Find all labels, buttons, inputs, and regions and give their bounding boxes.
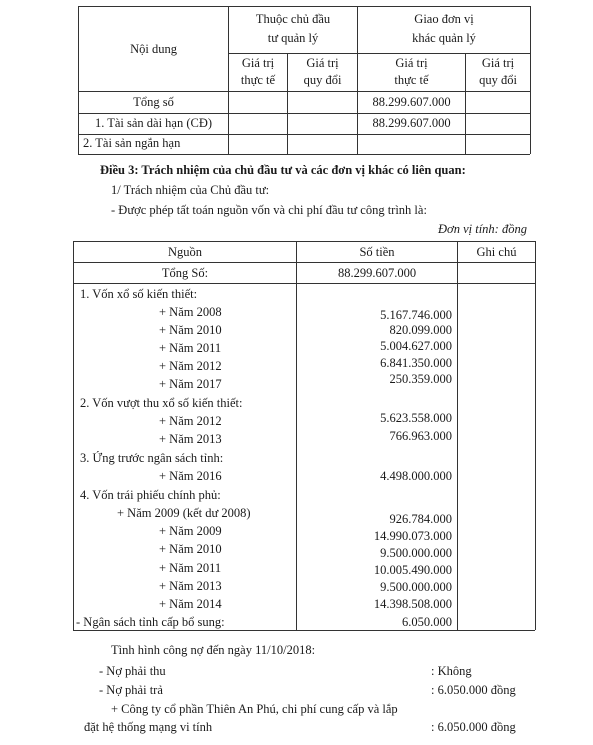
group-item-label: + Năm 2013: [159, 579, 222, 593]
subheader-real-value-2: thực tế: [240, 73, 276, 87]
group-item-label: + Năm 2009: [159, 524, 222, 538]
header-note: Ghi chú: [476, 245, 517, 259]
header-source: Nguồn: [167, 245, 203, 259]
group-item-label: + Năm 2017: [159, 377, 222, 391]
group-item-label: + Năm 2016: [159, 469, 222, 483]
subheader-real-value: Giá trị: [241, 56, 275, 70]
total-value: 88.299.607.000: [337, 266, 417, 280]
supplement-value: 6.050.000: [402, 615, 452, 629]
row-shortterm-label: 2. Tài sản ngắn hạn: [83, 136, 181, 150]
header-owner-line2: tư quản lý: [267, 31, 319, 45]
group-item-label: + Năm 2012: [159, 359, 222, 373]
row-longterm-label: 1. Tài sản dài hạn (CĐ): [94, 116, 213, 130]
group-item-value: 4.498.000.000: [380, 469, 452, 483]
group-item-label: + Năm 2013: [159, 432, 222, 446]
group-item-label: + Năm 2012: [159, 414, 222, 428]
header-content: Nội dung: [130, 42, 177, 56]
group-title: 4. Vốn trái phiếu chính phủ:: [80, 488, 221, 502]
header-amount: Số tiền: [359, 245, 395, 259]
group-item-value: 6.841.350.000: [380, 356, 452, 370]
row-longterm-value: 88.299.607.000: [372, 116, 451, 130]
receivable-value: : Không: [431, 664, 472, 678]
receivable-label: - Nợ phải thu: [99, 664, 166, 678]
group-item-value: 766.963.000: [389, 429, 452, 443]
header-owner-line1: Thuộc chủ đầu: [255, 12, 331, 26]
group-title: 3. Ứng trước ngân sách tỉnh:: [80, 451, 224, 465]
group-title: 1. Vốn xổ số kiến thiết:: [80, 287, 198, 301]
company-line1: + Công ty cổ phần Thiên An Phú, chi phí cung cấp và lắp: [111, 702, 398, 716]
group-item-value: 10.005.490.000: [373, 563, 452, 577]
group-item-label: + Năm 2009 (kết dư 2008): [117, 506, 251, 520]
group-item-value: 14.990.073.000: [373, 529, 452, 543]
subheader-real-value-other-2: thực tế: [394, 73, 429, 87]
subheader-real-value-other: Giá trị: [395, 56, 428, 70]
group-item-value: 14.398.508.000: [373, 597, 452, 611]
group-item-value: 9.500.000.000: [380, 580, 452, 594]
subheader-converted-value-other-2: quy đổi: [479, 73, 517, 87]
group-item-label: + Năm 2014: [159, 597, 222, 611]
subheader-converted-value-other: Giá trị: [481, 56, 515, 70]
group-item-value: 5.167.746.000: [380, 308, 452, 322]
group-item-label: + Năm 2010: [159, 542, 222, 556]
article3-heading: Điều 3: Trách nhiệm của chủ đầu tư và các đơn vị khác có liên quan:: [100, 163, 466, 177]
group-item-label: + Năm 2011: [159, 341, 222, 355]
group-item-value: 926.784.000: [389, 512, 452, 526]
company-value: : 6.050.000 đồng: [431, 720, 516, 734]
group-item-value: 5.623.558.000: [380, 411, 452, 425]
group-item-label: + Năm 2008: [159, 305, 222, 319]
group-item-label: + Năm 2011: [159, 561, 222, 575]
debts-title: Tình hình công nợ đến ngày 11/10/2018:: [111, 643, 316, 657]
group-item-value: 820.099.000: [389, 323, 452, 337]
payable-value: : 6.050.000 đồng: [431, 683, 516, 697]
group-item-value: 5.004.627.000: [380, 339, 452, 353]
group-item-value: 250.359.000: [389, 372, 452, 386]
supplement-label: - Ngân sách tỉnh cấp bổ sung:: [76, 615, 225, 629]
group-item-value: 9.500.000.000: [380, 546, 452, 560]
group-item-label: + Năm 2010: [159, 323, 222, 337]
row-total-label: Tổng số: [133, 95, 174, 109]
article3-line1: 1/ Trách nhiệm của Chủ đầu tư:: [111, 183, 270, 197]
group-title: 2. Vốn vượt thu xổ số kiến thiết:: [80, 396, 243, 410]
company-line2: đặt hệ thống mạng vi tính: [84, 720, 213, 734]
article3-line2: - Được phép tất toán nguồn vốn và chi phí đầu tư công trình là:: [111, 203, 427, 217]
unit-label: Đơn vị tính: đồng: [438, 222, 527, 236]
row-total-value: 88.299.607.000: [372, 95, 451, 109]
subheader-converted-value: Giá trị: [306, 56, 339, 70]
subheader-converted-value-2: quy đổi: [303, 73, 342, 87]
header-other-line2: khác quản lý: [412, 31, 476, 45]
total-label: Tổng Số:: [161, 266, 209, 280]
header-other-line1: Giao đơn vị: [414, 12, 474, 26]
payable-label: - Nợ phải trả: [99, 683, 163, 697]
